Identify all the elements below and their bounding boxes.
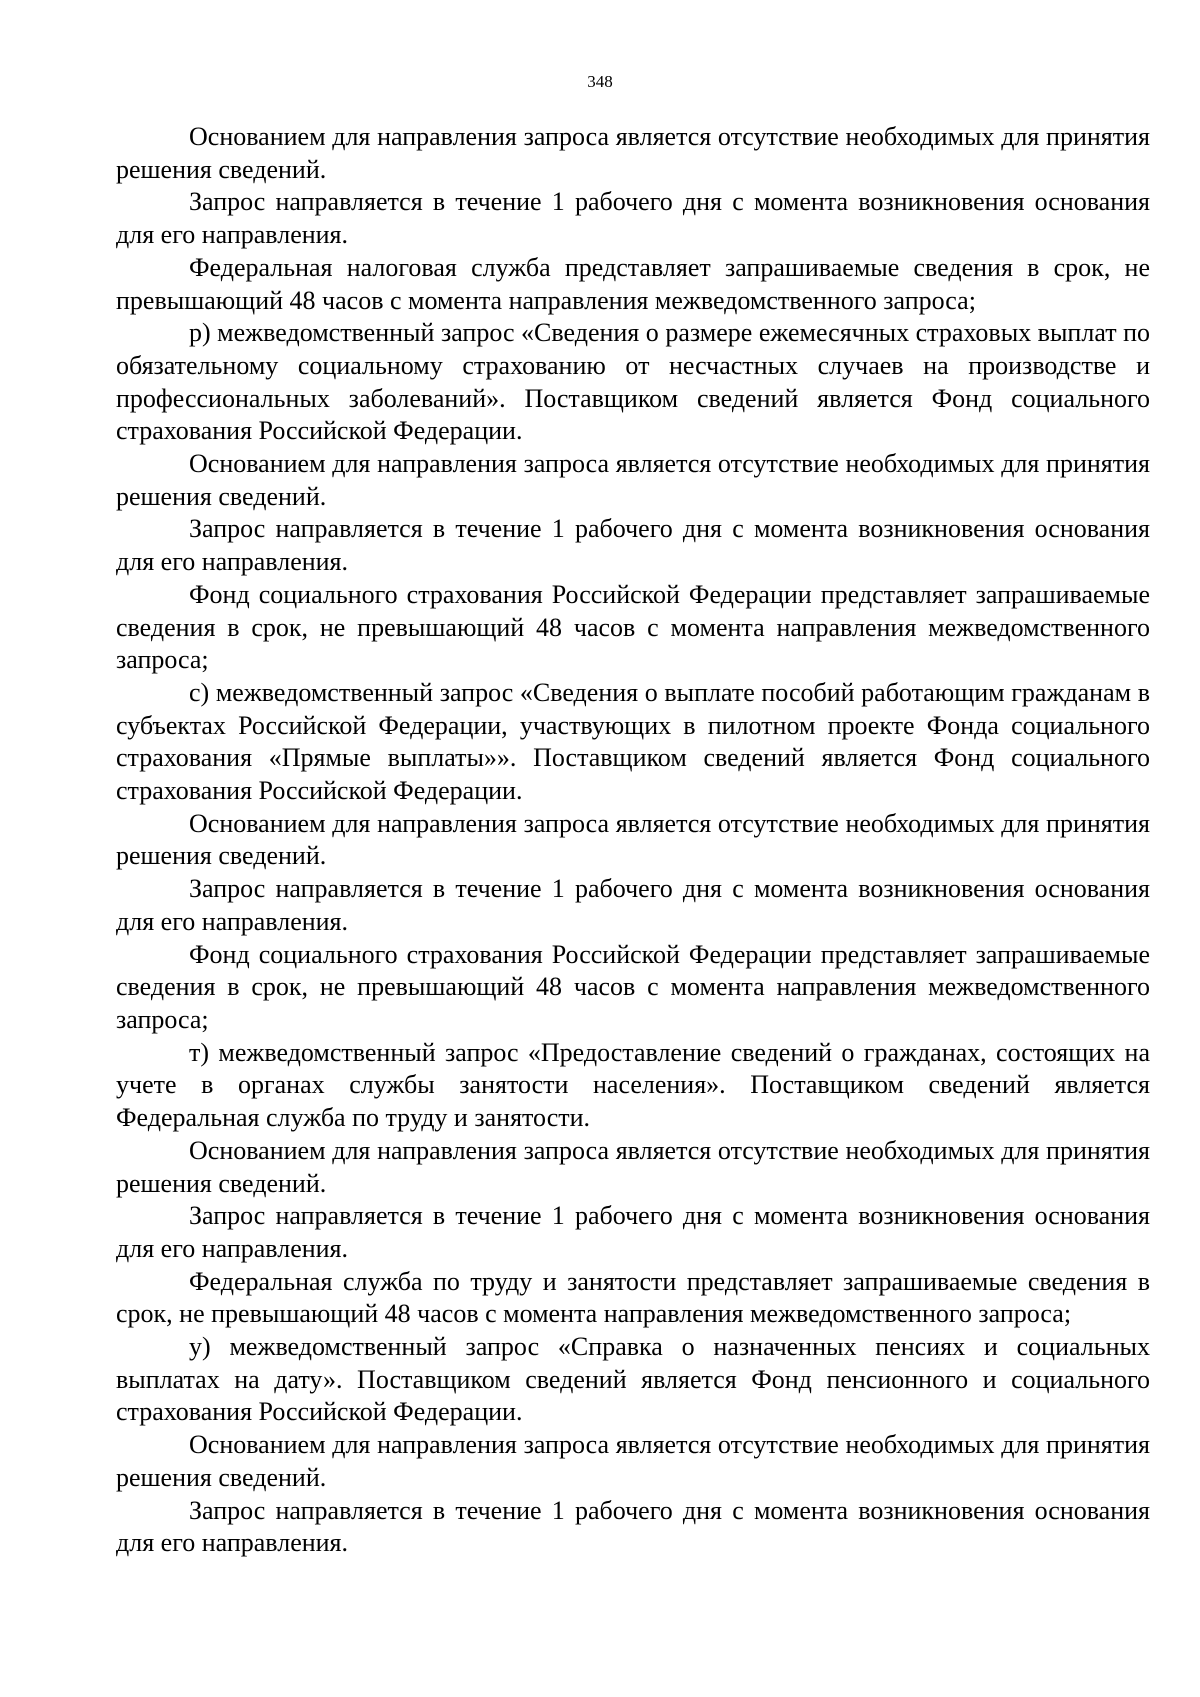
paragraph: у) межведомственный запрос «Справка о назначенных пенсиях и социальных выплатах на дату». Поставщиком сведений является Фонд пенсионного и социального страхования Российской Федерации. [116, 1332, 1150, 1427]
paragraph: Запрос направляется в течение 1 рабочего дня с момента возникновения основания для его направления. [116, 187, 1150, 250]
paragraph: Запрос направляется в течение 1 рабочего дня с момента возникновения основания для его направления. [116, 1201, 1150, 1263]
document-body [116, 121, 1150, 1560]
paragraph: Федеральная служба по труду и занятости представляет запрашиваемые сведения в срок, не превышающий 48 часов с момента направления межведомственного запроса; [116, 1266, 1150, 1329]
paragraph: Фонд социального страхования Российской Федерации представляет запрашиваемые сведения в срок, не превышающий 48 часов с момента направления межведомственного запроса; [116, 579, 1150, 675]
paragraph: Запрос направляется в течение 1 рабочего дня с момента возникновения основания для его направления. [116, 874, 1150, 936]
paragraph: Запрос направляется в течение 1 рабочего дня с момента возникновения основания для его направления. [116, 1495, 1150, 1558]
paragraph: Основанием для направления запроса является отсутствие необходимых для принятия решения сведений. [116, 122, 1150, 184]
page-number: 348 [587, 72, 613, 91]
paragraph: Основанием для направления запроса является отсутствие необходимых для принятия решения сведений. [116, 808, 1150, 871]
paragraph: с) межведомственный запрос «Сведения о выплате пособий работающим гражданам в субъектах Российской Федерации, участвующих в пилотном проекте Фонда социального страхования «Прямые выплаты»». Поставщиком сведений является Фонд социального страхования Российской Федерации. [116, 677, 1150, 806]
paragraph: р) межведомственный запрос «Сведения о размере ежемесячных страховых выплат по обязательному социальному страхованию от несчастных случаев на производстве и профессиональных заболеваний». Поставщиком сведений является Фонд социального страхования Российской Федерации. [116, 318, 1150, 446]
paragraph: Запрос направляется в течение 1 рабочего дня с момента возникновения основания для его направления. [116, 514, 1150, 577]
paragraph: т) межведомственный запрос «Предоставление сведений о гражданах, состоящих на учете в органах службы занятости населения». Поставщиком сведений является Федеральная служба по труду и занятости. [116, 1037, 1150, 1133]
paragraph: Федеральная налоговая служба представляет запрашиваемые сведения в срок, не превышающий 48 часов с момента направления межведомственного запроса; [116, 252, 1150, 315]
paragraph: Основанием для направления запроса является отсутствие необходимых для принятия решения сведений. [116, 1430, 1150, 1492]
paragraph: Фонд социального страхования Российской Федерации представляет запрашиваемые сведения в срок, не превышающий 48 часов с момента направления межведомственного запроса; [116, 939, 1150, 1034]
paragraph: Основанием для направления запроса является отсутствие необходимых для принятия решения сведений. [116, 1135, 1150, 1198]
paragraph: Основанием для направления запроса является отсутствие необходимых для принятия решения сведений. [116, 449, 1150, 511]
